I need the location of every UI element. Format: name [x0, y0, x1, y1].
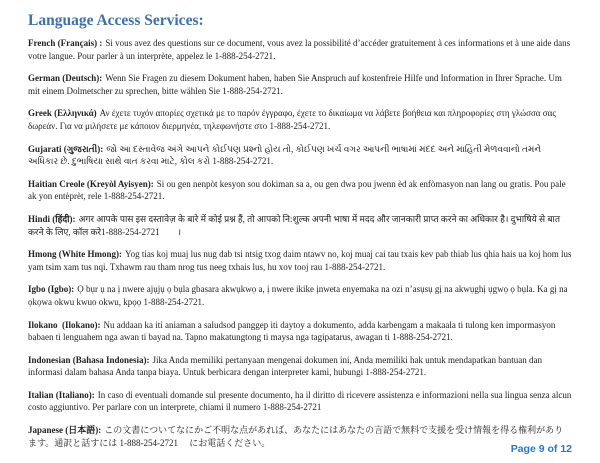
language-label-italian: Italian (Italiano): — [28, 389, 95, 400]
language-label-haitian-creole: Haitian Creole (Kreyòl Ayisyen): — [28, 178, 154, 189]
language-text-japanese: この文書についてなにかご不明な点があれば、あなたにはあなたの言語で無料で支援を受け情報を得る権利があります。通訳と話すには 1-888-254-2721 にお電話ください。 — [28, 425, 564, 448]
language-text-italian: In caso di eventuali domande sul presente documento, ha il diritto di ricevere assistenza e informazioni nella sua lingua senza alcun costo aggiuntivo. Per parlare con un interprete, chiami il numero 1-888-254-2721 — [28, 389, 572, 413]
language-section-ilokano — [28, 319, 572, 344]
language-section-indonesian — [28, 354, 572, 379]
language-label-japanese: Japanese (日本語): — [28, 425, 102, 436]
language-label-hindi: Hindi (हिंदी): — [28, 213, 76, 224]
language-section-french — [28, 37, 572, 62]
language-text-hindi: अगर आपके पास इस दस्तावेज़ के बारे में कोई प्रश्न हैं, तो आपको नि:शुल्क अपनी भाषा में मदद और जानकारी प्राप्त करने का अधिकार है। दुभाषिये से बात करने के लिए, कॉल करे1-888-254-2721 । — [28, 213, 560, 237]
language-text-igbo: Ọ bụr ụ na ị nwere ajụjụ ọ bụla gbasara akwụkwọ a, ị nwere ikike ịnweta enyemaka na ozi n’asụsụ gị na akwụghị ụgwọ ọ bụla. Ka gị na ọkọwa okwu kwuo okwu, kpọọ 1-888-254-2721. — [28, 284, 568, 307]
language-text-haitian-creole: Si ou gen nenpòt kesyon sou dokiman sa a, ou gen dwa pou jwenn èd ak enfòmasyon nan lang ou gratis. Pou pale ak yon entèprèt, rele 1-888-254-2721. — [28, 178, 566, 202]
page-number: Page 9 of 12 — [510, 443, 572, 455]
language-section-japanese — [28, 424, 572, 449]
language-label-greek: Greek (Ελληνικά) — [28, 108, 97, 119]
language-label-hmong: Hmong (White Hmong): — [28, 249, 122, 260]
language-section-italian — [28, 389, 572, 414]
language-section-greek — [28, 107, 572, 132]
language-label-german: German (Deutsch): — [28, 73, 103, 84]
language-text-hmong: Yog tias koj muaj lus nug dab tsi ntsig txog daim ntawv no, koj muaj cai tau txais kev pab thiab lus qhia hais ua koj hom lus yam tsim xam tus nqi. Txhawm rau tham nrog tus neeg txhais lus, hu xov tooj rau 1-888-254-2721. — [28, 249, 572, 272]
language-text-german: Wenn Sie Fragen zu diesem Dokument haben, haben Sie Anspruch auf kostenfreie Hilfe und Information in Ihrer Sprache. Um mit einem Dolmetscher zu sprechen, bitte wählen Sie 1-888-254-2721. — [28, 73, 562, 96]
language-label-indonesian: Indonesian (Bahasa Indonesia): — [28, 354, 150, 365]
language-section-haitian-creole — [28, 178, 572, 203]
language-label-french: French (Français) : — [28, 38, 103, 48]
language-section-german — [28, 72, 572, 97]
language-label-gujarati: Gujarati (ગુજરાતી): — [28, 143, 104, 154]
language-text-ilokano: Nu addaan ka iti aniaman a saludsod panggep iti daytoy a dokumento, adda karbengam a makaala ti tulong ken impormasyon babaen ti lenguahem nga awan ti bayad na. Tapno makatungtong ti maysa nga tagipatarus, awagan ti 1-888-254-2721. — [28, 319, 556, 343]
language-section-hindi — [28, 213, 572, 238]
language-text-greek: Αν έχετε τυχόν απορίες σχετικά με το παρόν έγγραφο, έχετε το δικαίωμα να λάβετε βοήθεια και πληροφορίες στη γλώσσα σας δωρεάν. Για να μιλήσετε με κάποιον διερμηνέα, τηλεφωνήστε στο 1-888-254-2721. — [28, 108, 556, 131]
page-title: Language Access Services: — [28, 12, 204, 29]
language-section-hmong — [28, 248, 572, 273]
language-label-ilokano: Ilokano (Ilokano): — [28, 319, 101, 330]
language-text-french: Si vous avez des questions sur ce document, vous avez la possibilité d’accéder gratuitement à ces informations et à une aide dans votre langue. Pour parler à un interprète, appelez le 1-888-254-2721. — [28, 38, 571, 61]
language-section-igbo — [28, 283, 572, 308]
language-section-gujarati — [28, 143, 572, 168]
language-label-igbo: Igbo (Igbo): — [28, 284, 75, 295]
language-text-gujarati: જો આ દસ્તાવેજ અંગે આપને કોઈપણ પ્રશ્નો હોય તો, કોઈપણ ખર્ચ વગર આપની ભાષામાં મદદ અને માહિતી મેળવવાનો તમને અધિકાર છે. દુભાષિયા સાથે વાત કરવા માટે, કોલ કરો 1-888-254-2721. — [28, 143, 542, 167]
language-text-indonesian: Jika Anda memiliki pertanyaan mengenai dokumen ini, Anda memiliki hak untuk mendapatkan bantuan dan informasi dalam bahasa Anda tanpa biaya. Untuk berbicara dengan interpreter kami, hubungi 1-888-254-2721. — [28, 354, 542, 378]
